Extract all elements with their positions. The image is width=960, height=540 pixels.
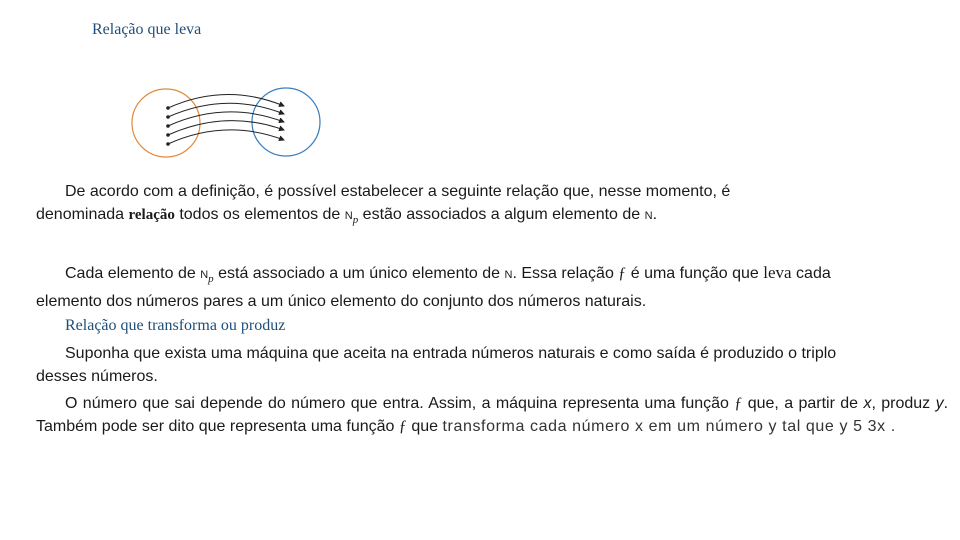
p1-set-np: N [344,209,353,222]
p1-text-3: estão associados a algum elemento de [358,205,645,223]
p4-var-x: x [863,395,872,412]
p4-tail-formula: transforma cada número x em um número y tal que y 5 3x . [442,417,896,435]
p1-text-1: De acordo com a definição, é possível estabelecer a seguinte relação que, nesse momento, é denominada [36,183,731,223]
p2-set-np: N [200,269,209,281]
p2-set-np-subscript: p [208,273,214,286]
p2-text-3: . Essa relação [512,265,619,282]
p2-text-2: está associado a um único elemento de [213,265,505,282]
p4-text-2: que, a partir de [742,395,864,412]
paragraph-cada-elemento [36,262,836,313]
p1-text-4: . [652,205,658,223]
relation-diagram [128,84,328,160]
paragraph-definicao [36,181,816,231]
p2-set-n: N [504,269,513,281]
p1-text-2: todos os elementos de [174,205,345,223]
p2-text-4: é uma função que [626,265,764,282]
p2-text-5: cada elemento dos números pares a um único elemento do conjunto dos números naturais. [36,265,831,310]
p2-function-f: ƒ [618,265,627,282]
heading-relacao-que-transforma: Relação que transforma ou produz [65,317,286,334]
p2-text-1: Cada elemento de [65,265,201,282]
paragraph-maquina [36,343,876,388]
p4-text-1: O número que sai depende do número que entra. Assim, a máquina representa uma função [65,395,735,412]
codomain-circle [252,88,320,156]
p4-text-4: . Também pode ser dito que representa uma função [36,395,949,435]
p3-text: Suponha que exista uma máquina que aceita na entrada números naturais e como saída é produzido o triplo desses números. [36,345,837,385]
p1-set-np-subscript: p [352,213,359,226]
p4-text-3: , produz [871,395,936,412]
heading-relacao-que-leva: Relação que leva [92,21,202,38]
mapping-arrows [168,94,284,144]
p1-bold-relacao: relação [128,206,175,223]
p2-word-leva: leva [763,263,792,282]
p4-function-f-1: ƒ [734,395,743,412]
p4-function-f-2: ƒ [398,417,407,435]
p1-set-n: N [644,209,653,222]
domain-circle [132,89,200,157]
paragraph-numero-que-sai [36,393,948,438]
p4-text-5: que [406,417,443,435]
p4-var-y: y [935,395,944,412]
